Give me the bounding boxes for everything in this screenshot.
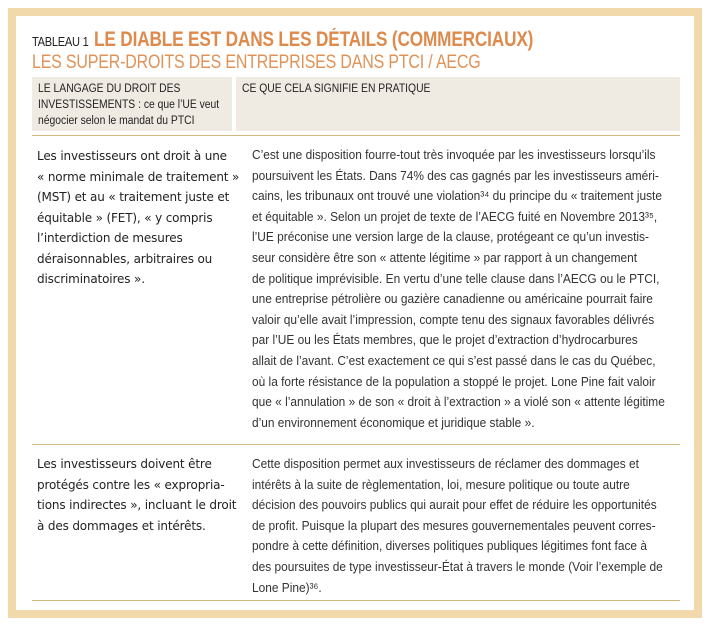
tableau-label: TABLEAU 1 bbox=[32, 34, 89, 49]
table-title-line bbox=[32, 28, 630, 52]
row-1-meaning-text: C’est une disposition fourre-tout très invoquée par les investisseurs lorsqu’ils poursuivent les États. Dans 74% des cas gagnés par les investisseurs améri- cains, les tribunaux ont trouvé une violation³⁴ du principe du « traitement juste et équitable ». Selon un projet de texte de l’AECG fuité en Novembre 2013³⁵, l’UE préconise une version large de la clause, protégeant ce qu’un investis- seur considère être son « attente légitime » par rapport à un changement de politique imprévisible. En vertu d’une telle clause dans l’AECG ou le PTCI, une entreprise pétrolière ou gazière canadienne ou américaine pourrait faire valoir qu’elle avait l’impression, compte tenu des signaux favorables délivrés par l’UE ou les États membres, que le projet d’extraction d’hydrocarbures allait de l’avant. C’est exactement ce qui s’est passé dans le cas du Québec, où la forte résistance de la population a stoppé le projet. Lone Pine fait valoir que « l’annulation » de son « droit à l’extraction » a violé son « attente légitime d’un environnement économique et juridique stable ». bbox=[252, 147, 665, 430]
table-title: LE DIABLE EST DANS LES DÉTAILS (COMMERCIAUX) bbox=[94, 28, 534, 51]
table-frame bbox=[8, 8, 702, 618]
row-1-legal-text: Les investisseurs ont droit à une « norme minimale de traitement » (MST) et au « traitement juste et équitable » (FET), « y compris l’interdiction de mesures déraisonnables, arbitraires ou discriminatoires ». bbox=[37, 149, 240, 286]
row-divider bbox=[32, 444, 680, 445]
table-subtitle: LES SUPER-DROITS DES ENTREPRISES DANS PTCI / AECG bbox=[32, 52, 481, 73]
table-header-row bbox=[32, 77, 680, 131]
column-header-legal-language: LE LANGAGE DU DROIT DES INVESTISSEMENTS : ce que l’UE veut négocier selon le mandat du PTCI bbox=[32, 77, 232, 131]
row-divider bbox=[32, 600, 680, 601]
row-divider bbox=[32, 135, 680, 136]
column-header-practical-meaning: CE QUE CELA SIGNIFIE EN PRATIQUE bbox=[236, 77, 680, 131]
row-2-legal-text: Les investisseurs doivent être protégés contre les « expropria- tions indirectes », incluant le droit à des dommages et intérêts. bbox=[37, 457, 237, 533]
row-2-meaning-text: Cette disposition permet aux investisseurs de réclamer des dommages et intérêts à la suite de règlementation, loi, mesure politique ou toute autre décision des pouvoirs publics qui aurait pour effet de réduire les opportunités de profit. Puisque la plupart des mesures gouvernementales peuvent corres- pondre à cette définition, diverses politiques publiques légitimes font face à des poursuites de type investisseur-État à travers le monde (Voir l’exemple de Lone Pine)³⁶. bbox=[252, 456, 663, 595]
